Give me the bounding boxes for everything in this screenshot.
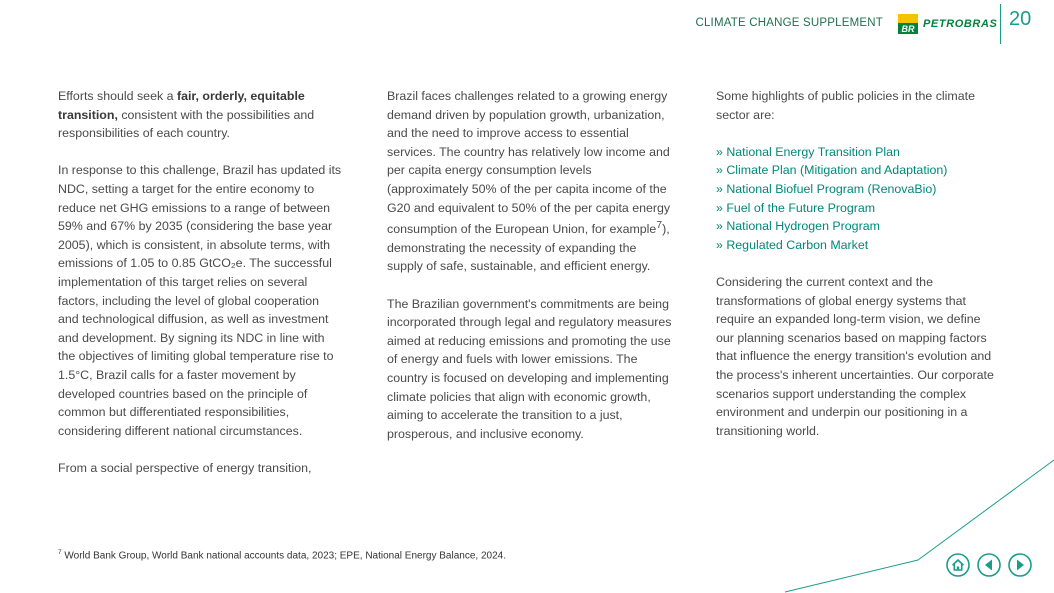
footnote-marker: 7 xyxy=(58,549,62,556)
paragraph-text: Brazil faces challenges related to a growing energy demand driven by population growth, urbanization, and the need to improve access to essential services. The country has relatively low income and per capita energy consumption levels (approximately 50% of the per capita income of the G20 and equivalent to 50% of the per capita energy consumption of the European Union, for example xyxy=(387,89,671,237)
policy-link[interactable]: » National Energy Transition Plan xyxy=(716,144,900,159)
paragraph: The Brazilian government's commitments are being incorporated through legal and regulatory measures aimed at reducing emissions and promoting the use of energy and fuels with lower emissions. The country is focused on developing and implementing climate policies that align with economic growth, aiming to accelerate the transition to a just, prosperous, and inclusive economy. xyxy=(387,296,672,441)
paragraph-rest: consistent with the possibilities and responsibilities of each country. xyxy=(58,107,315,141)
brand-name: PETROBRAS xyxy=(923,18,998,30)
paragraph-lead: Efforts should seek a xyxy=(58,89,177,103)
policy-link[interactable]: » Climate Plan (Mitigation and Adaptation) xyxy=(716,163,948,178)
paragraph: In response to this challenge, Brazil has updated its NDC, setting a target for the entire economy to reduce net GHG emissions to a range of between 59% and 67% by 2035 (considering the base year 2005), which is consistent, in absolute terms, with emissions of 1.05 to 0.85 GtCO₂e. The successful implementation of this target relies on several factors, including the level of global cooperation and technological diffusion, as well as investment and development. By signing its NDC in line with the objectives of limiting global temperature rise to 1.5°C, Brazil calls for a faster movement by developed countries based on the principle of common but differentiated responsibilities, considering different national circumstances. xyxy=(58,163,342,438)
arrow-right-icon[interactable] xyxy=(1008,553,1032,577)
section-title: CLIMATE CHANGE SUPPLEMENT xyxy=(695,17,883,29)
paragraph: Considering the current context and the transformations of global energy systems that require an expanded long-term vision, we define our planning scenarios based on mapping factors that influence the energy transition's evolution and the process's inherent uncertainties. Our corporate scenarios support understanding the complex environment and underpin our positioning in a transitioning world. xyxy=(716,274,994,438)
arrow-left-icon[interactable] xyxy=(977,553,1001,577)
paragraph: From a social perspective of energy transition, xyxy=(58,460,312,475)
policy-link[interactable]: » National Biofuel Program (RenovaBio) xyxy=(716,181,937,196)
page-number: 20 xyxy=(1009,8,1032,30)
paragraph-emphasis: fair, orderly, equitable transition, xyxy=(58,89,305,122)
decorative-line xyxy=(785,560,918,592)
home-icon[interactable] xyxy=(946,553,970,577)
policy-link[interactable]: » National Hydrogen Program xyxy=(716,219,880,234)
policy-link[interactable]: » Regulated Carbon Market xyxy=(716,237,869,252)
paragraph-text-cont: ), demonstrating the necessity of expanding the supply of safe, sustainable, and efficient energy. xyxy=(387,222,670,274)
decorative-line xyxy=(918,460,1054,560)
policy-link[interactable]: » Fuel of the Future Program xyxy=(716,200,876,215)
paragraph: Some highlights of public policies in the climate sector are: xyxy=(716,89,975,122)
br-mark-text: BR xyxy=(901,24,915,34)
footnote-text: World Bank Group, World Bank national accounts data, 2023; EPE, National Energy Balance, 2024. xyxy=(61,550,506,562)
footnote-reference[interactable]: 7 xyxy=(656,220,663,232)
